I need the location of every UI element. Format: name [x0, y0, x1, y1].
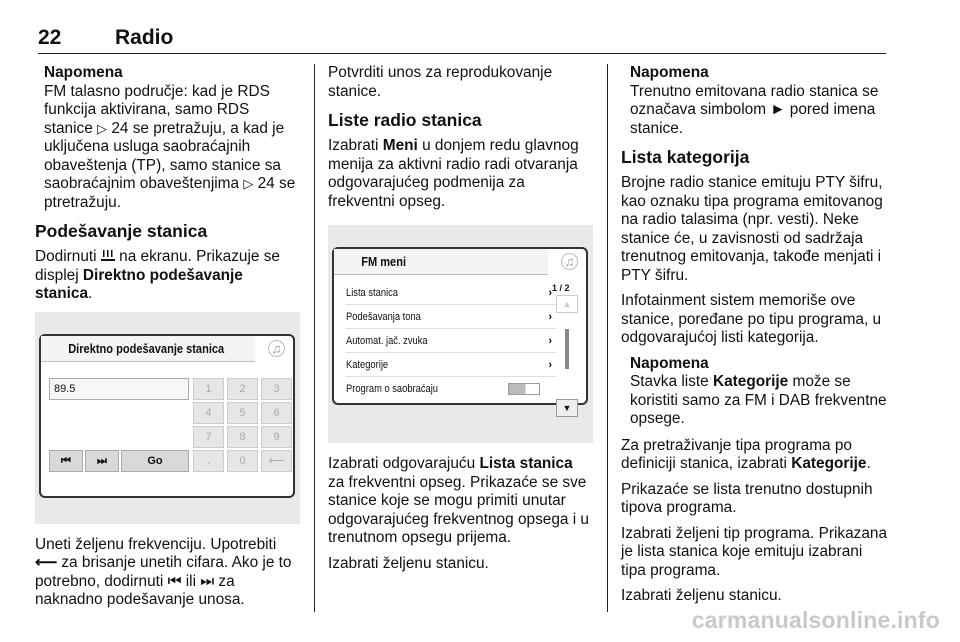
menu-item-tone-settings[interactable]: Podešavanja tona ›: [346, 305, 556, 329]
note-title: Napomena: [630, 354, 709, 372]
section-heading: Liste radio stanica: [328, 110, 482, 130]
prev-step-button[interactable]: ⏮: [49, 450, 83, 472]
screen-title: Direktno podešavanje stanica: [41, 336, 255, 362]
tune-icon: [101, 249, 115, 261]
paragraph: Izabrati odgovarajuću Lista stanica za frekventni opseg. Prikazaće se sve stanice koje se mogu primiti unutar odgovarajućeg frekventnog opsega i u trenutnom opsegu prijema.: [328, 455, 589, 546]
play-icon: ►: [770, 101, 786, 118]
traffic-toggle[interactable]: [508, 383, 540, 395]
frequency-field[interactable]: 89.5: [49, 378, 189, 400]
paragraph: Brojne radio stanice emituju PTY šifru, kao oznaku tipa programa emitovanog na radio talasima (npr. vesti). Neke stanice će, u zavisnosti od sadržaja trenutnog emitovanja, takođe menjati i PTY šifru.: [621, 174, 883, 284]
screenshot-fm-menu: [328, 225, 593, 443]
page-title: Radio: [115, 26, 174, 49]
next-icon: ⏭: [200, 572, 215, 590]
paragraph: Prikazaće se lista trenutno dostupnih tipova programa.: [621, 480, 873, 516]
scroll-down-button[interactable]: ▼: [556, 399, 578, 417]
paragraph: Izabrati željenu stanicu.: [621, 587, 782, 604]
music-icon[interactable]: ♫: [268, 340, 285, 357]
chevron-right-icon: ›: [548, 359, 552, 371]
key-7[interactable]: 7: [193, 426, 224, 448]
column-2: [328, 64, 593, 580]
key-3[interactable]: 3: [261, 378, 292, 400]
screen-title: FM meni: [334, 249, 548, 275]
scroll-up-button[interactable]: ▲: [556, 295, 578, 313]
note-text: FM talasno područje: kad je RDS funkcija aktivirana, samo RDS stanice ▷ 24 se pretražuju, a kad je uključena usluga saobraćajnih obaveštenja (TP), samo stanice sa saobraćajnim obaveštenjima ▷ 24 se ptretražuju.: [44, 82, 296, 211]
backspace-key[interactable]: ⟵: [261, 450, 292, 472]
go-button[interactable]: Go: [121, 450, 189, 472]
backspace-icon: ⟵: [35, 554, 58, 571]
chevron-right-icon: ›: [548, 335, 552, 347]
paragraph: Potvrditi unos za reprodukovanje stanice.: [328, 64, 553, 100]
key-5[interactable]: 5: [227, 402, 258, 424]
note-text: Stavka liste Kategorije može se koristiti samo za FM i DAB frekventne opsege.: [630, 373, 887, 427]
key-2[interactable]: 2: [227, 378, 258, 400]
menu-item-auto-volume[interactable]: Automat. jač. zvuka ›: [346, 329, 556, 353]
section-heading: Lista kategorija: [621, 147, 750, 167]
key-1[interactable]: 1: [193, 378, 224, 400]
page-number: 22: [38, 26, 62, 49]
watermark: carmanualsonline.info: [691, 607, 940, 633]
screenshot-direct-tune: [35, 312, 300, 524]
paragraph: Dodirnuti na ekranu. Prikazuje se displej Direktno podešavanje stanica.: [35, 248, 280, 302]
menu-item-categories[interactable]: Kategorije ›: [346, 353, 556, 377]
key-9[interactable]: 9: [261, 426, 292, 448]
prev-icon: ⏮: [167, 572, 182, 590]
scroll-thumb[interactable]: [565, 329, 569, 369]
paragraph: Izabrati željenu stanicu.: [328, 554, 489, 572]
menu-item-traffic-program[interactable]: Program o saobraćaju: [346, 377, 546, 401]
note-box: [35, 64, 300, 212]
key-4[interactable]: 4: [193, 402, 224, 424]
page-indicator: 1 / 2: [552, 283, 570, 293]
column-divider: [607, 64, 608, 612]
note-text: Trenutno emitovana radio stanica se označava simbolom ► pored imena stanice.: [630, 82, 879, 137]
paragraph: Za pretraživanje tipa programa po definiciji stanica, izabrati Kategorije.: [621, 436, 871, 472]
column-3: [621, 64, 891, 613]
next-step-button[interactable]: ⏭: [85, 450, 119, 472]
fm-menu-screen: [332, 247, 588, 413]
note-title: Napomena: [630, 64, 709, 81]
note-box: [621, 64, 891, 138]
chevron-right-icon: ›: [548, 311, 552, 323]
column-divider: [314, 64, 315, 612]
paragraph: Uneti željenu frekvenciju. Upotrebiti ⟵ za brisanje unetih cifara. Ako je to potrebno, dodirnuti ⏮ ili ⏭ za naknadno podešavanje unosa.: [35, 535, 292, 608]
note-box: [621, 355, 891, 429]
direct-tune-screen: [39, 334, 295, 498]
key-8[interactable]: 8: [227, 426, 258, 448]
music-icon[interactable]: ♫: [561, 253, 578, 270]
section-heading: Podešavanje stanica: [35, 221, 208, 241]
paragraph: Infotainment sistem memoriše ove stanice, poređane po tipu programa, u odgovarajućoj listi kategorija.: [621, 292, 882, 346]
page-header: [38, 26, 886, 54]
key-6[interactable]: 6: [261, 402, 292, 424]
menu-item-station-list[interactable]: Lista stanica ›: [346, 281, 556, 305]
chevron-right-icon: ›: [548, 287, 552, 299]
page-ref-icon: ▷: [97, 120, 108, 136]
key-0[interactable]: 0: [227, 450, 258, 472]
page-ref-icon: ▷: [243, 176, 254, 191]
paragraph: Izabrati Meni u donjem redu glavnog menija za aktivni radio radi otvaranja odgovarajućeg podmenija za frekventni opseg.: [328, 137, 579, 210]
column-1: [35, 64, 300, 617]
key-dot[interactable]: .: [193, 450, 224, 472]
note-title: Napomena: [44, 64, 123, 81]
paragraph: Izabrati željeni tip programa. Prikazana je lista stanica koje emituju izabrani tipa programa.: [621, 524, 888, 579]
